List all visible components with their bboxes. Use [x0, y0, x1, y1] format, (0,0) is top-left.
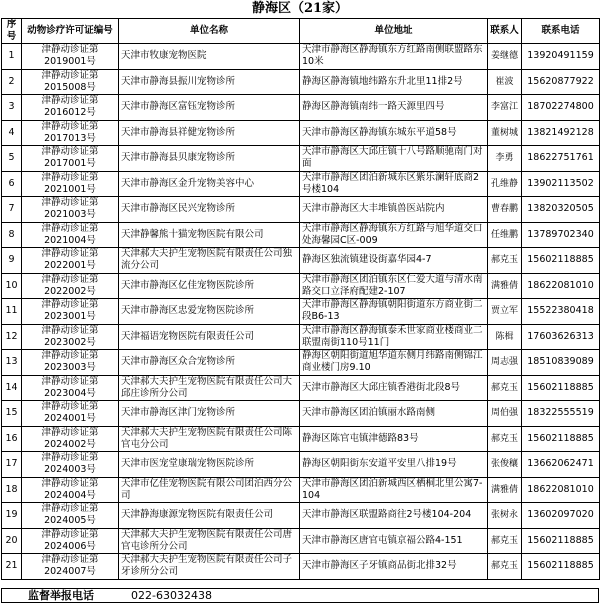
- clinic-address: 天津市静海区大丰堆镇兽医站院内: [300, 197, 488, 223]
- contact-person: 姜继德: [488, 44, 522, 70]
- table-row: [2, 477, 600, 503]
- clinic-name: 天津市亿佳宠物医院有限公司团泊西分公司: [119, 477, 300, 503]
- row-number: 16: [2, 426, 22, 452]
- row-number: 4: [2, 120, 22, 146]
- row-number: 13: [2, 350, 22, 376]
- contact-phone: 13920491159: [522, 44, 600, 70]
- permit-number: 津静动诊证第2024003号: [22, 452, 119, 478]
- permit-number: 津静动诊证第2024007号: [22, 554, 119, 580]
- clinic-address: 天津市静海区大邱庄镇十八号路顺驰南门对面: [300, 146, 488, 172]
- contact-person: 郝克玉: [488, 554, 522, 580]
- contact-person: 郝克玉: [488, 426, 522, 452]
- row-number: 8: [2, 222, 22, 248]
- permit-number: 津静动诊证第2017013号: [22, 120, 119, 146]
- row-number: 7: [2, 197, 22, 223]
- contact-person: 周伯强: [488, 401, 522, 427]
- table-row: [2, 324, 600, 350]
- clinic-address: 天津市静海区静海镇东城东平道58号: [300, 120, 488, 146]
- row-number: 2: [2, 69, 22, 95]
- contact-phone: 13602097020: [522, 503, 600, 529]
- permit-number: 津静动诊证第2022001号: [22, 248, 119, 274]
- contact-phone: 13789702340: [522, 222, 600, 248]
- table-row: [2, 299, 600, 325]
- clinic-address: 天津市静海区团泊镇丽水路南侧: [300, 401, 488, 427]
- clinic-name: 天津市医宠堂康瑞宠物医院诊所: [119, 452, 300, 478]
- clinic-address: 天津市静海区团泊镇东区仁爱大道与清水南路交口立泽府配建2-107: [300, 273, 488, 299]
- permit-number: 津静动诊证第2019001号: [22, 44, 119, 70]
- clinic-address: 静海区静海镇地纬路东升北里11排2号: [300, 69, 488, 95]
- permit-number: 津静动诊证第2017001号: [22, 146, 119, 172]
- clinic-name: 天津市静海区忠爱宠物医院诊所: [119, 299, 300, 325]
- contact-phone: 15602118885: [522, 426, 600, 452]
- clinic-name: 天津市静海区津门宠物诊所: [119, 401, 300, 427]
- table-row: [2, 503, 600, 529]
- contact-person: 任维鹏: [488, 222, 522, 248]
- row-number: 20: [2, 528, 22, 554]
- contact-phone: 15602118885: [522, 248, 600, 274]
- permit-number: 津静动诊证第2023004号: [22, 375, 119, 401]
- contact-phone: 18510839089: [522, 350, 600, 376]
- contact-phone: 17603626313: [522, 324, 600, 350]
- clinic-name: 天津市静海区富钰宠物诊所: [119, 95, 300, 121]
- table-row: [2, 426, 600, 452]
- contact-phone: 15602118885: [522, 554, 600, 580]
- contact-phone: 18322555519: [522, 401, 600, 427]
- permit-number: 津静动诊证第2021001号: [22, 171, 119, 197]
- clinic-name: 天津郝大夫护生宠物医院有限责任公司独流分公司: [119, 248, 300, 274]
- permit-number: 津静动诊证第2024006号: [22, 528, 119, 554]
- clinic-name: 天津市静海县振川宠物诊所: [119, 69, 300, 95]
- clinic-name: 天津市静海区众合宠物诊所: [119, 350, 300, 376]
- table-row: [2, 350, 600, 376]
- row-number: 12: [2, 324, 22, 350]
- permit-number: 津静动诊证第2023003号: [22, 350, 119, 376]
- permit-number: 津静动诊证第2024005号: [22, 503, 119, 529]
- clinic-name: 天津市静海区金升宠物美容中心: [119, 171, 300, 197]
- clinic-address: 静海区朝阳街东安道平安里八排19号: [300, 452, 488, 478]
- contact-phone: 13821492128: [522, 120, 600, 146]
- contact-person: 崔波: [488, 69, 522, 95]
- contact-person: 陈楫: [488, 324, 522, 350]
- row-number: 11: [2, 299, 22, 325]
- clinic-name: 天津福语宠物医院有限责任公司: [119, 324, 300, 350]
- contact-phone: 18622081010: [522, 477, 600, 503]
- row-number: 9: [2, 248, 22, 274]
- contact-person: 郝克玉: [488, 528, 522, 554]
- clinic-address: 天津市静海区静海镇东方红路南侧联盟路东10米: [300, 44, 488, 70]
- table-row: [2, 222, 600, 248]
- row-number: 18: [2, 477, 22, 503]
- permit-number: 津静动诊证第2015008号: [22, 69, 119, 95]
- clinic-address: 静海区独流镇建设街嘉华园4-7: [300, 248, 488, 274]
- row-number: 21: [2, 554, 22, 580]
- permit-number: 津静动诊证第2021003号: [22, 197, 119, 223]
- contact-phone: 15602118885: [522, 375, 600, 401]
- clinic-name: 天津静海康源宠物医院有限责任公司: [119, 503, 300, 529]
- clinic-name: 天津市牧康宠物医院: [119, 44, 300, 70]
- clinic-name: 天津郝大夫护生宠物医院有限责任公司陈官屯分公司: [119, 426, 300, 452]
- clinic-address: 静海区朝阳街道旭华道东侧月纬路南侧锦江商业楼门房9.10: [300, 350, 488, 376]
- report-hotline: [1, 588, 599, 603]
- header-address: 单位地址: [300, 19, 488, 44]
- clinic-address: 天津市静海区团泊新城东区紫乐澜轩底商2号楼104: [300, 171, 488, 197]
- row-number: 14: [2, 375, 22, 401]
- row-number: 6: [2, 171, 22, 197]
- contact-phone: 13820320505: [522, 197, 600, 223]
- contact-person: 郝克玉: [488, 375, 522, 401]
- table-row: [2, 452, 600, 478]
- contact-phone: 13662062471: [522, 452, 600, 478]
- row-number: 10: [2, 273, 22, 299]
- contact-person: 张树永: [488, 503, 522, 529]
- contact-person: 满雅倩: [488, 477, 522, 503]
- contact-person: 满雅倩: [488, 273, 522, 299]
- row-number: 3: [2, 95, 22, 121]
- clinic-name: 天津市静海县祥健宠物诊所: [119, 120, 300, 146]
- header-row: [2, 19, 600, 44]
- contact-phone: 18622081010: [522, 273, 600, 299]
- table-row: [2, 273, 600, 299]
- clinic-address: 天津市静海区大邱庄镇香港街北段8号: [300, 375, 488, 401]
- table-row: [2, 69, 600, 95]
- contact-phone: 13902113502: [522, 171, 600, 197]
- contact-phone: 15522380418: [522, 299, 600, 325]
- clinic-address: 天津市静海区团泊新城西区栖桐北里公寓7-104: [300, 477, 488, 503]
- contact-phone: 18702274800: [522, 95, 600, 121]
- table-row: [2, 120, 600, 146]
- contact-person: 贾立军: [488, 299, 522, 325]
- header-permit: 动物诊疗许可证编号: [22, 19, 119, 44]
- header-phone: 联系电话: [522, 19, 600, 44]
- header-no: 序号: [2, 19, 22, 44]
- permit-number: 津静动诊证第2024001号: [22, 401, 119, 427]
- permit-number: 津静动诊证第2021004号: [22, 222, 119, 248]
- page-title: 静海区（21家）: [251, 1, 349, 16]
- clinic-name: 天津郝大夫护生宠物医院有限责任公司大邱庄诊所分公司: [119, 375, 300, 401]
- clinic-address: 天津市静海区子牙镇商品街北排32号: [300, 554, 488, 580]
- row-number: 15: [2, 401, 22, 427]
- permit-number: 津静动诊证第2016012号: [22, 95, 119, 121]
- permit-number: 津静动诊证第2023001号: [22, 299, 119, 325]
- header-contact: 联系人: [488, 19, 522, 44]
- clinic-name: 天津郝大夫护生宠物医院有限责任公司子牙诊所分公司: [119, 554, 300, 580]
- clinic-name: 天津市静海区亿佳宠物医院诊所: [119, 273, 300, 299]
- row-number: 17: [2, 452, 22, 478]
- hotline-label: 监督举报电话: [28, 589, 94, 602]
- row-number: 1: [2, 44, 22, 70]
- clinic-address: 静海区陈官屯镇津德路83号: [300, 426, 488, 452]
- header-name: 单位名称: [119, 19, 300, 44]
- contact-person: 张俊穰: [488, 452, 522, 478]
- table-row: [2, 146, 600, 172]
- clinic-name: 天津市静海县贝康宠物诊所: [119, 146, 300, 172]
- clinic-address: 天津市静海区唐官屯镇京福公路4-151: [300, 528, 488, 554]
- permit-number: 津静动诊证第2024004号: [22, 477, 119, 503]
- clinic-table: [1, 18, 600, 580]
- contact-person: 董树城: [488, 120, 522, 146]
- clinic-name: 天津郝大夫护生宠物医院有限责任公司唐官屯诊所分公司: [119, 528, 300, 554]
- clinic-address: 天津市静海区静海镇泰禾世家商业楼商业二联盟南街110号11门: [300, 324, 488, 350]
- hotline-phone: 022-63032438: [131, 589, 212, 602]
- contact-phone: 15602118885: [522, 528, 600, 554]
- clinic-address: 天津市静海区静海镇东方红路与旭华道交口处海馨园C区-009: [300, 222, 488, 248]
- table-row: [2, 171, 600, 197]
- table-row: [2, 44, 600, 70]
- contact-person: 李富江: [488, 95, 522, 121]
- table-row: [2, 528, 600, 554]
- table-row: [2, 197, 600, 223]
- table-row: [2, 248, 600, 274]
- clinic-name: 天津静馨熊十猫宠物医院有限公司: [119, 222, 300, 248]
- clinic-address: 静海区静海镇南纬一路天源里四号: [300, 95, 488, 121]
- contact-person: 郝克玉: [488, 248, 522, 274]
- contact-person: 孔维静: [488, 171, 522, 197]
- table-body: [2, 44, 600, 580]
- contact-phone: 18622751761: [522, 146, 600, 172]
- row-number: 19: [2, 503, 22, 529]
- permit-number: 津静动诊证第2024002号: [22, 426, 119, 452]
- contact-phone: 15620877922: [522, 69, 600, 95]
- clinic-name: 天津市静海区民兴宠物诊所: [119, 197, 300, 223]
- clinic-address: 天津市静海区联盟路商往2号楼104-204: [300, 503, 488, 529]
- contact-person: 李勇: [488, 146, 522, 172]
- contact-person: 周志强: [488, 350, 522, 376]
- table-row: [2, 401, 600, 427]
- clinic-address: 天津市静海区静海镇朝阳街道东方商业街二段B6-13: [300, 299, 488, 325]
- row-number: 5: [2, 146, 22, 172]
- table-row: [2, 375, 600, 401]
- table-row: [2, 95, 600, 121]
- contact-person: 曹春鹏: [488, 197, 522, 223]
- table-row: [2, 554, 600, 580]
- permit-number: 津静动诊证第2023002号: [22, 324, 119, 350]
- permit-number: 津静动诊证第2022002号: [22, 273, 119, 299]
